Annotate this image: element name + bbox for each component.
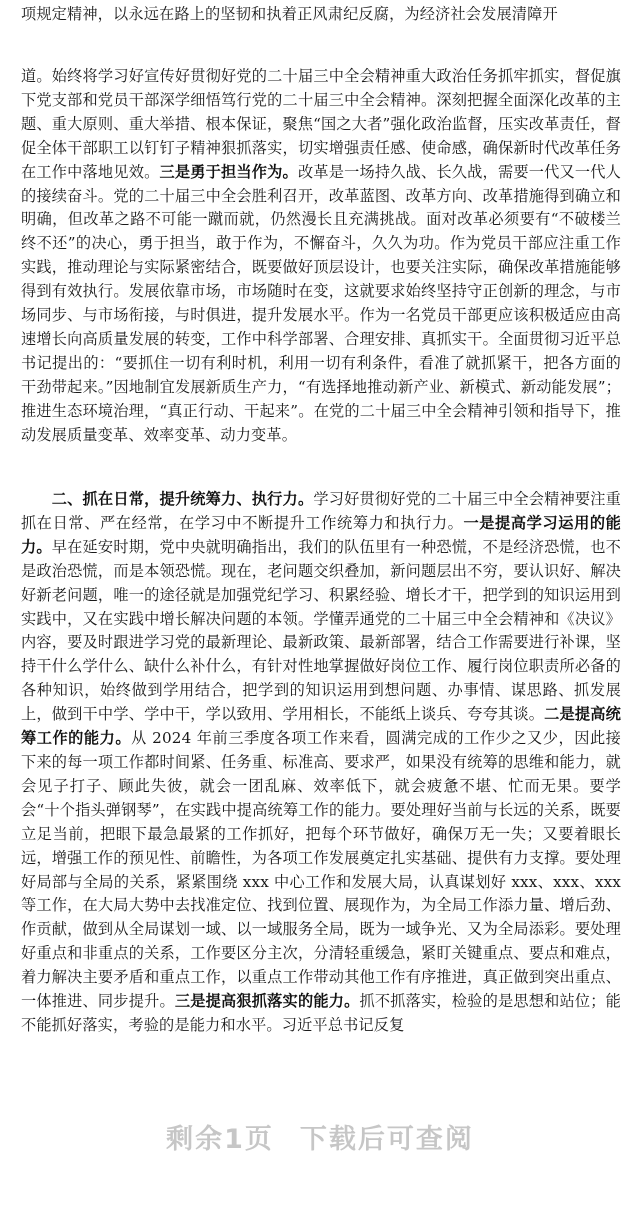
- paragraph-daily-execution: [21, 488, 621, 1038]
- paragraph-text: 学习好贯彻好党的二十届三中全会精神要注重抓在日常、严在经常，在学习中不断提升工作统筹力和执行力。: [21, 490, 622, 532]
- paragraph-text: 早在延安时期，党中央就明确指出，我们的队伍里有一种恐慌，不是经济恐慌，也不是政治恐慌，而是本领恐慌。现在，老问题交织叠加，新问题层出不穷，要认识好、解决好新老问题，唯一的途径就是加强党纪学习、积累经验、增长才干，把学到的知识运用到实践中，又在实践中增长解决问题的本领。学懂弄通党的二十届三中全会精神和《决议》内容，要及时跟进学习党的最新理论、最新政策、最新部署，结合工作需要进行补课，坚持干什么学什么、缺什么补什么，有针对性地掌握做好岗位工作、履行岗位职责所必备的各种知识，始终做到学用结合，把学到的知识运用到想问题、办事情、谋思路、抓发展上，做到干中学、学中干，学以致用、学用相长，不能纸上谈兵、夸夸其谈。: [21, 537, 621, 724]
- paragraph-fragment-top: [21, 3, 621, 27]
- paragraph-text: 从 2024 年前三季度各项工作来看，圆满完成的工作少之又少，因此接下来的每一项工作都时间紧、任务重、标准高、要求严，如果没有统筹的思维和能力，就会见子打子、顾此失彼，就会一团乱麻、效率低下，就会疲惫不堪、忙而无果。要学会“十个指头弹钢琴”，在实践中提高统筹工作的能力。要处理好当前与长远的关系，既要立足当前，把眼下最急最紧的工作抓好，把每个环节做好，确保万无一失；又要着眼长远，增强工作的预见性、前瞻性，为各项工作发展奠定扎实基础、提供有力支撑。要处理好局部与全局的关系，紧紧围绕 xxx 中心工作和发展大局，认真谋划好 xxx、xxx、xxx 等工作，在大局大势中去找准定位、找到位置、展现作为，为全局工作添力量、增后劲、作贡献，做到从全局谋划一域、以一域服务全局，既为一域争光、又为全局添彩。要处理好重点和非重点的关系，工作要区分主次，分清轻重缓急，紧盯关键重点、要点和难点，着力解决主要矛盾和重点工作，以重点工作带动其他工作有序推进，真正做到突出重点、一体推进、同步提升。: [21, 729, 622, 1011]
- download-notice-banner[interactable]: [0, 1118, 640, 1162]
- bold-heading-second-point: 二是提高统筹工作的能力。: [21, 705, 622, 748]
- bold-heading-first-point: 一是提高学习运用的能力。: [21, 513, 622, 556]
- bold-heading-third-point: 三是提高狠抓落实的能力。: [174, 992, 360, 1011]
- paragraph-text: 抓不抓落实，检验的是思想和站位；能不能抓好落实，考验的是能力和水平。习近平总书记反复: [21, 992, 621, 1034]
- paragraph-text: 改革是一场持久战、长久战，需要一代又一代人的接续奋斗。党的二十届三中全会胜利召开，改革蓝图、改革方向、改革措施得到确立和明确，但改革之路不可能一蹴而就，仍然漫长且充满挑战。面对改革必须要有“不破楼兰终不还”的决心，勇于担当，敢于作为，不懈奋斗，久久为功。作为党员干部应注重工作实践，推动理论与实际紧密结合，既要做好顶层设计，也要关注实际，确保改革措施能够得到有效执行。发展依靠市场，市场随时在变，这就要求始终坚持守正创新的理念，与市场同步、与市场衔接，与时俱进，提升发展水平。作为一名党员干部更应该积极适应由高速增长向高质量发展的转变，工作中科学部署、合理安排、真抓实干。全面贯彻习近平总书记提出的：“要抓住一切有利时机，利用一切有利条件，看准了就抓紧干，把各方面的干劲带起来。”因地制宜发展新质生产力，“有选择地推动新产业、新模式、新动能发展”；推进生态环境治理，“真正行动、干起来”。在党的二十届三中全会精神引领和指导下，推动发展质量变革、效率变革、动力变革。: [21, 162, 621, 444]
- paragraph-brave-responsibility: [21, 65, 621, 448]
- bold-heading-third-point: 三是勇于担当作为。: [159, 162, 298, 181]
- section-heading-two: 二、抓在日常，提升统筹力、执行力。: [51, 490, 314, 508]
- remaining-pages-label: 剩余1页: [166, 1124, 274, 1155]
- paragraph-text: 项规定精神，以永远在路上的坚韧和执着正风肃纪反腐，为经济社会发展清障开: [21, 5, 558, 23]
- paragraph-text: 道。始终将学习好宣传好贯彻好党的二十届三中全会精神重大政治任务抓牢抓实，督促旗下党支部和党员干部深学细悟笃行党的二十届三中全会精神。深刻把握全面深化改革的主题、重大原则、重大举措、根本保证，聚焦“国之大者”强化政治监督，压实改革责任，督促全体干部职工以钉钉子精神狠抓落实，切实增强责任感、使命感，确保新时代改革任务在工作中落地见效。: [21, 67, 621, 181]
- download-to-view-label: 下载后可查阅: [299, 1124, 474, 1155]
